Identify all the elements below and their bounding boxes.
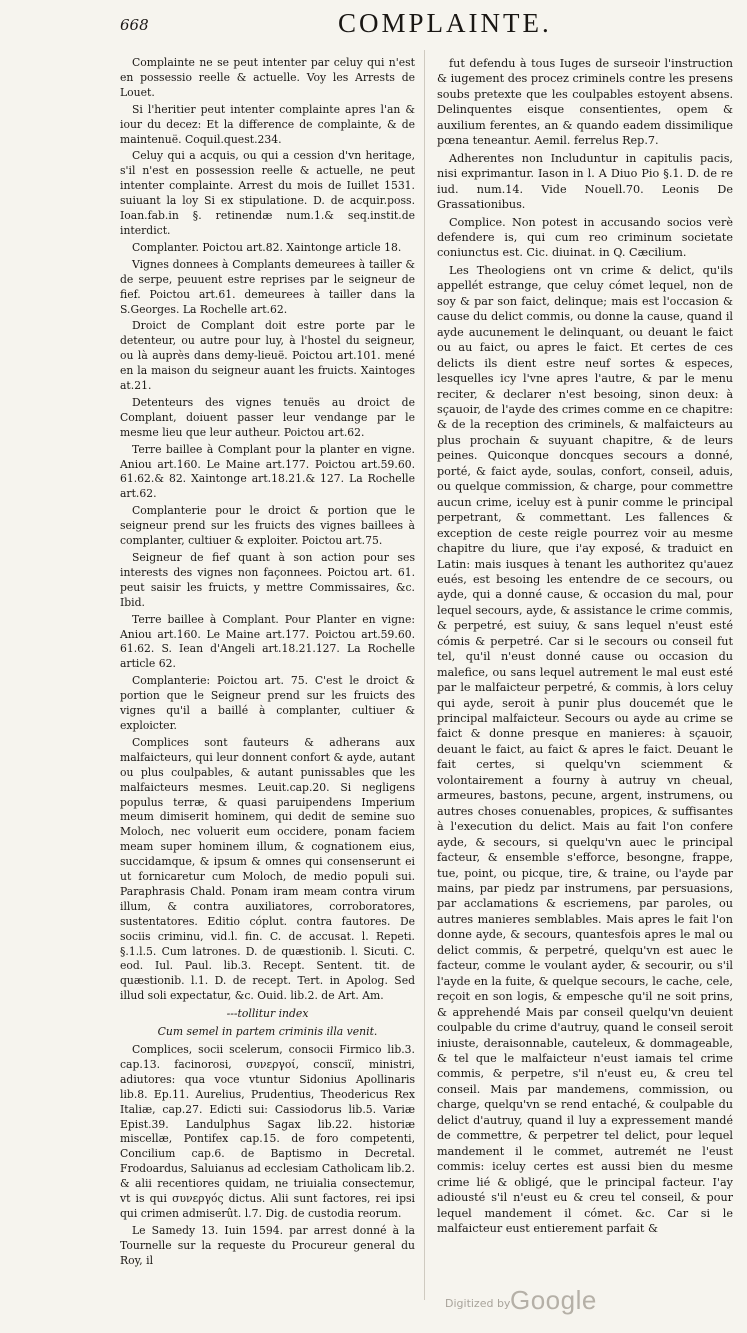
page-title: COMPLAINTE.: [338, 8, 552, 38]
verse-line: Cum semel in partem criminis illa venit.: [157, 1025, 378, 1039]
paragraph: Le Samedy 13. Iuin 1594. par arrest donné à la Tournelle sur la requeste du Procureur general du Roy, il: [120, 1223, 415, 1267]
google-logo: Google: [510, 1285, 597, 1315]
paragraph: Complanterie: Poictou art. 75. C'est le droict & portion que le Seigneur prend sur les fruicts des vignes qu'il a baillé à complanter, cultiuer & exploicter.: [120, 674, 415, 732]
paragraph: Celuy qui a acquis, ou qui a cession d'vn heritage, s'il n'est en possession reelle & actuelle, ne peut intenter complainte. Arrest du mois de Iuillet 1531. suiuant la loy Si ex stipulatione. D. de acquir.poss. Ioan.fab.in §. retinendæ num.1.& seq.instit.de interdict.: [120, 149, 415, 237]
paragraph: Complice. Non potest in accusando socios verè defendere is, qui cum reo criminum societate coniunctus est. Cic. diuinat. in Q. Cæcilium.: [437, 215, 733, 260]
paragraph: Detenteurs des vignes tenuës au droict de Complant, doiuent passer leur vendange par le mesme lieu que leur autheur. Poictou art.62.: [120, 395, 415, 439]
paragraph: Terre baillee à Complant pour la planter en vigne. Aniou art.160. Le Maine art.177. Poictou art.59.60. 61.62.& 82. Xaintonge art.18.21.& 127. La Rochelle art.62.: [120, 442, 415, 501]
paragraph: Si l'heritier peut intenter complainte apres l'an & iour du decez: Et la difference de complainte, & de maintenuë. Coquil.quest.234.: [120, 102, 415, 146]
paragraph: Complainte ne se peut intenter par celuy qui n'est en possessio reelle & actuelle. Voy les Arrests de Louet.: [120, 56, 415, 99]
paragraph: Complanter. Poictou art.82. Xaintonge article 18.: [132, 240, 402, 254]
paragraph: Seigneur de fief quant à son action pour ses interests des vignes non façonnees. Poictou art. 61. peut saisir les fruicts, y mettre Commissaires, &c. Ibid.: [120, 551, 415, 609]
paragraph: Terre baillee à Complant. Pour Planter en vigne: Aniou art.160. Le Maine art.177. Poictou art.59.60. 61.62. S. Iean d'Angeli art.18.21.127. La Rochelle article 62.: [120, 612, 415, 671]
paragraph: Complanterie pour le droict & portion que le seigneur prend sur les fruicts des vignes baillees à complanter, cultiuer & exploiter. Poictou art.75.: [120, 504, 415, 548]
paragraph: fut defendu à tous Iuges de surseoir l'instruction & iugement des procez criminels contre les presens soubs pretexte que les coulpables estoyent absens. Delinquentes eisque consentientes, opem & auxilium ferentes, an & quando eadem dissimilique pœna teneantur. Aemil. ferrelus Rep.7.: [437, 57, 733, 148]
running-header: [120, 6, 731, 42]
left-column: [120, 56, 415, 1271]
paragraph: Droict de Complant doit estre porte par le detenteur, ou autre pour luy, à l'hostel du seigneur, ou là auprès dans demy-lieuë. Poictou art.101. mené en la maison du seigneur auant les fruicts. Xaintoges at.21.: [120, 319, 415, 393]
paragraph: Adherentes non Includuntur in capitulis pacis, nisi exprimantur. Iason in l. A Diuo Pio §.1. D. de re iud. num.14. Vide Nouell.70. Leonis De Grassationibus.: [437, 151, 733, 212]
paragraph: Les Theologiens ont vn crime & delict, qu'ils appellét estrange, que celuy cómet lequel, non de soy & par son faict, delinque; mais est l'occasion & cause du delict commis, ou donne la cause, quand il ayde aucunement le delinquant, ou deuant le faict ou au faict, ou apres le faict. Et certes de ces delicts ils dient estre neuf sortes & especes, lesquelles icy l'vne apres l'autre, & par le menu reciter, & declarer n'est besoing, sinon deux: à sçauoir, de l'ayde des crimes comme en ce chapitre: & de la reception des criminels, & malfaicteurs au plus prochain & suyuant chapitre, & de leurs peines. Quiconque doncques secours a donné, porté, & faict ayde, soulas, confort, conseil, aduis, ou quelque commission, & charge, pour commettre aucun crime, iceluy est à punir comme le principal perpetrant, & commettant. Les fallences & exception de ceste reigle pourrez voir au mesme chapitre du liure, que i'ay exposé, & traduict en Latin: mais iusques à tenant les authoritez qu'auez eués, est besoing les entendre de ce secours, ou ayde, qui a donné cause, & occasion du mal, pour lequel secours, ayde, & assistance le crime commis, & perpetré, est suiuy, & sans lequel n'eust esté cómis & perpetré. Car si le secours ou conseil fut tel, qu'il n'eust donné cause ou occasion du malefice, ou sans lequel autrement le mal eust esté par le malfaicteur perpetré, & commis, à lors celuy qui ayde, seroit à punir plus doucemét que le principal malfaicteur. Secours ou ayde au crime se faict & donne presque en manieres: à sçauoir, deuant le faict, au faict & apres le faict. Deuant le fait certes, si quelqu'vn sciemment & volontairement a fourny à autruy vn cheual, armeures, bastons, pecune, argent, instrumens, ou autres choses conuenables, propices, & suffisantes à l'execution du delict. Mais au fait l'on confere ayde, & secours, si quelqu'vn auec le principal facteur, & ensemble s'efforce, besongne, frappe, tue, point, ou picque, tire, & traine, ou l'ayde par mains, par piedz par instrumens, par persuasions, par acclamations & escriemens, par paroles, ou autres manieres semblables. Mais apres le fait l'on donne ayde, & secours, quantesfois apres le mal ou delict commis, & perpetré, quelqu'vn est auec le facteur, comme le voulant ayder, & secourir, ou s'il l'ayde en la fuite, & quelque secours, le cache, cele, reçoit en son logis, & empesche qu'il ne soit prins, & apprehendé Mais par conseil quelqu'vn deuient coulpable du crime d'autruy, quand le conseil seroit iniuste, deraisonnable, cauteleux, & dommageable, & tel que le malfaicteur n'eust iamais tel crime commis, & perpetre, s'il n'eust eu, & creu tel conseil. Mais par mandemens, commission, ou charge, quelqu'vn se rend entaché, & coulpable du delict d'autruy, quand il luy a expressement mandé de commettre, & perpetrer tel delict, pour lequel mandement il le commet, autremét ne l'eust commis: iceluy certes est aussi bien du mesme crime lié & obligé, que le principal facteur. I'ay adiousté s'il n'eust eu & creu tel conseil, & pour lequel mandement il cómet. &c. Car si le malfaicteur eust entierement parfait &: [437, 263, 733, 1235]
digitized-watermark: [445, 1287, 665, 1317]
digitized-label: Digitized by: [445, 1297, 511, 1310]
page-number: 668: [120, 16, 149, 34]
paragraph: Complices sont fauteurs & adherans aux malfaicteurs, qui leur donnent confort & ayde, autant ou plus coulpables, & autant punissables que les malfaicteurs mesmes. Leuit.cap.20. Si negligens populus terræ, & quasi paruipendens Imperium meum dimiserit hominem, qui dedit de semine suo Moloch, nec voluerit eum occidere, ponam faciem meam super hominem illum, & cognationem eius, succidamque, & ipsum & omnes qui consenserunt ei ut fornicaretur cum Moloch, de medio populi sui. Paraphrasis Chald. Ponam iram meam contra virum illum, & contra auxiliatores, corroboratores, sustentatores. Editio cóplut. contra fautores. De sociis criminu, vid.l. fin. C. de accusat. l. Repeti. §.1.l.5. Cum latrones. D. de quæstionib. l. Sicuti. C. eod. Iul. Paul. lib.3. Recept. Sentent. tit. de quæstionib. l.1. D. de recept. Tert. in Apolog. Sed illud soli expectatur, &c. Ouid. lib.2. de Art. Am.: [120, 735, 415, 1003]
right-column: [437, 56, 733, 1238]
verse-line: ---tollitur index: [226, 1007, 309, 1021]
paragraph: Vignes donnees à Complants demeurees à tailler & de serpe, peuuent estre reprises par le seigneur de fief. Poictou art.61. demeurees à tailler dans la S.Georges. La Rochelle art.62.: [120, 257, 415, 316]
paragraph: Complices, socii scelerum, consocii Firmico lib.3. cap.13. facinorosi, συνεργοί, consciï, ministri, adiutores: qua voce vtuntur Sidonius Apollinaris lib.8. Ep.11. Aurelius, Prudentius, Theodericus Rex Italiæ, cap.27. Edicti sui: Cassiodorus lib.5. Variæ Epist.39. Landulphus Sagax lib.22. historiæ miscellæ, Pontifex cap.15. de foro competenti, Concilium cap.6. de Baptismo in Decretal. Frodoardus, Saluianus ad ecclesiam Catholicam lib.2. & alii recentiores quidam, ne triuialia consectemur, vt is qui συνεργός dictus. Alii sunt factores, rei ipsi qui crimen admiserût. l.7. Dig. de custodia reorum.: [120, 1043, 415, 1220]
column-divider: [424, 50, 425, 1300]
